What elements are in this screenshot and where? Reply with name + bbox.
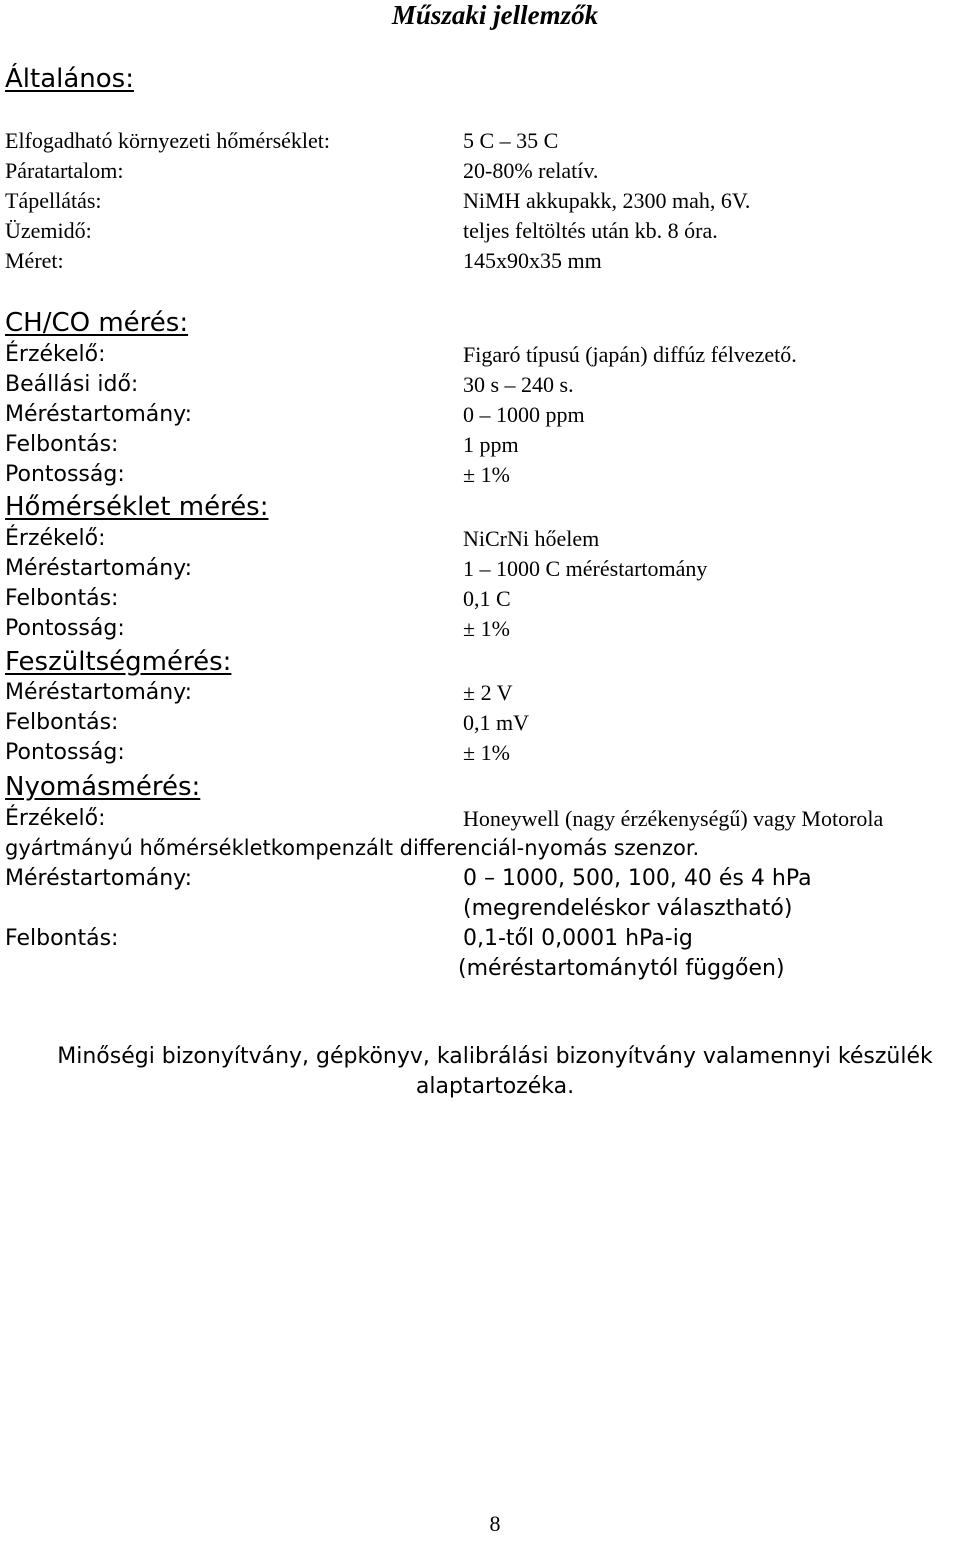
- pressure-label-sensor: Érzékelő:: [5, 806, 106, 831]
- section-heading-chco: CH/CO mérés:: [5, 308, 189, 338]
- page-number: 8: [489, 1511, 501, 1536]
- general-label-runtime: Üzemidő:: [5, 218, 92, 243]
- temp-value-sensor: NiCrNi hőelem: [463, 526, 600, 551]
- general-label-humidity: Páratartalom:: [5, 158, 124, 183]
- general-value-size: 145x90x35 mm: [463, 248, 602, 273]
- voltage-label-accuracy: Pontosság:: [5, 740, 125, 765]
- general-value-power: NiMH akkupakk, 2300 mah, 6V.: [463, 188, 751, 213]
- voltage-label-range: Méréstartomány:: [5, 680, 192, 705]
- pressure-sensor-continuation: gyártmányú hőmérsékletkompenzált differenciál-nyomás szenzor.: [5, 836, 700, 860]
- chco-label-range: Méréstartomány:: [5, 402, 192, 427]
- chco-value-sensor: Figaró típusú (japán) diffúz félvezető.: [463, 342, 797, 367]
- pressure-value-range: 0 – 1000, 500, 100, 40 és 4 hPa: [463, 866, 812, 891]
- pressure-value-resolution: 0,1-től 0,0001 hPa-ig: [463, 926, 693, 951]
- general-value-humidity: 20-80% relatív.: [463, 158, 599, 183]
- pressure-label-resolution: Felbontás:: [5, 926, 119, 951]
- temp-label-sensor: Érzékelő:: [5, 526, 106, 551]
- pressure-range-note: (megrendeléskor választható): [463, 896, 793, 921]
- pressure-value-sensor: Honeywell (nagy érzékenységű) vagy Motorola: [463, 806, 884, 831]
- temp-value-resolution: 0,1 C: [463, 586, 511, 611]
- section-heading-general: Általános:: [5, 64, 134, 94]
- page-title: Műszaki jellemzők: [391, 0, 599, 30]
- footer-note-line2: alaptartozéka.: [415, 1074, 575, 1099]
- section-heading-pressure: Nyomásmérés:: [5, 772, 201, 802]
- footer-note-line1: Minőségi bizonyítvány, gépkönyv, kalibrálási bizonyítvány valamennyi készülék: [57, 1044, 933, 1069]
- general-value-temperature: 5 C – 35 C: [463, 128, 559, 153]
- voltage-label-resolution: Felbontás:: [5, 710, 119, 735]
- chco-label-sensor: Érzékelő:: [5, 342, 106, 367]
- general-value-runtime: teljes feltöltés után kb. 8 óra.: [463, 218, 718, 243]
- voltage-value-accuracy: ± 1%: [463, 740, 510, 765]
- chco-label-resolution: Felbontás:: [5, 432, 119, 457]
- temp-label-accuracy: Pontosság:: [5, 616, 125, 641]
- general-label-power: Tápellátás:: [5, 188, 102, 213]
- temp-label-resolution: Felbontás:: [5, 586, 119, 611]
- section-heading-voltage: Feszültségmérés:: [5, 647, 232, 677]
- pressure-label-range: Méréstartomány:: [5, 866, 192, 891]
- pressure-resolution-note: (méréstartománytól függően): [458, 956, 785, 981]
- chco-value-range: 0 – 1000 ppm: [463, 402, 585, 427]
- voltage-value-resolution: 0,1 mV: [463, 710, 529, 735]
- chco-value-resolution: 1 ppm: [463, 432, 519, 457]
- temp-label-range: Méréstartomány:: [5, 556, 192, 581]
- temp-value-range: 1 – 1000 C méréstartomány: [463, 556, 708, 581]
- voltage-value-range: ± 2 V: [463, 680, 513, 705]
- general-label-temperature: Elfogadható környezeti hőmérséklet:: [5, 128, 330, 153]
- chco-value-settling: 30 s – 240 s.: [463, 372, 574, 397]
- temp-value-accuracy: ± 1%: [463, 616, 510, 641]
- general-label-size: Méret:: [5, 248, 64, 273]
- chco-label-settling: Beállási idő:: [5, 372, 139, 397]
- chco-label-accuracy: Pontosság:: [5, 462, 125, 487]
- chco-value-accuracy: ± 1%: [463, 462, 510, 487]
- section-heading-temperature: Hőmérséklet mérés:: [5, 492, 269, 522]
